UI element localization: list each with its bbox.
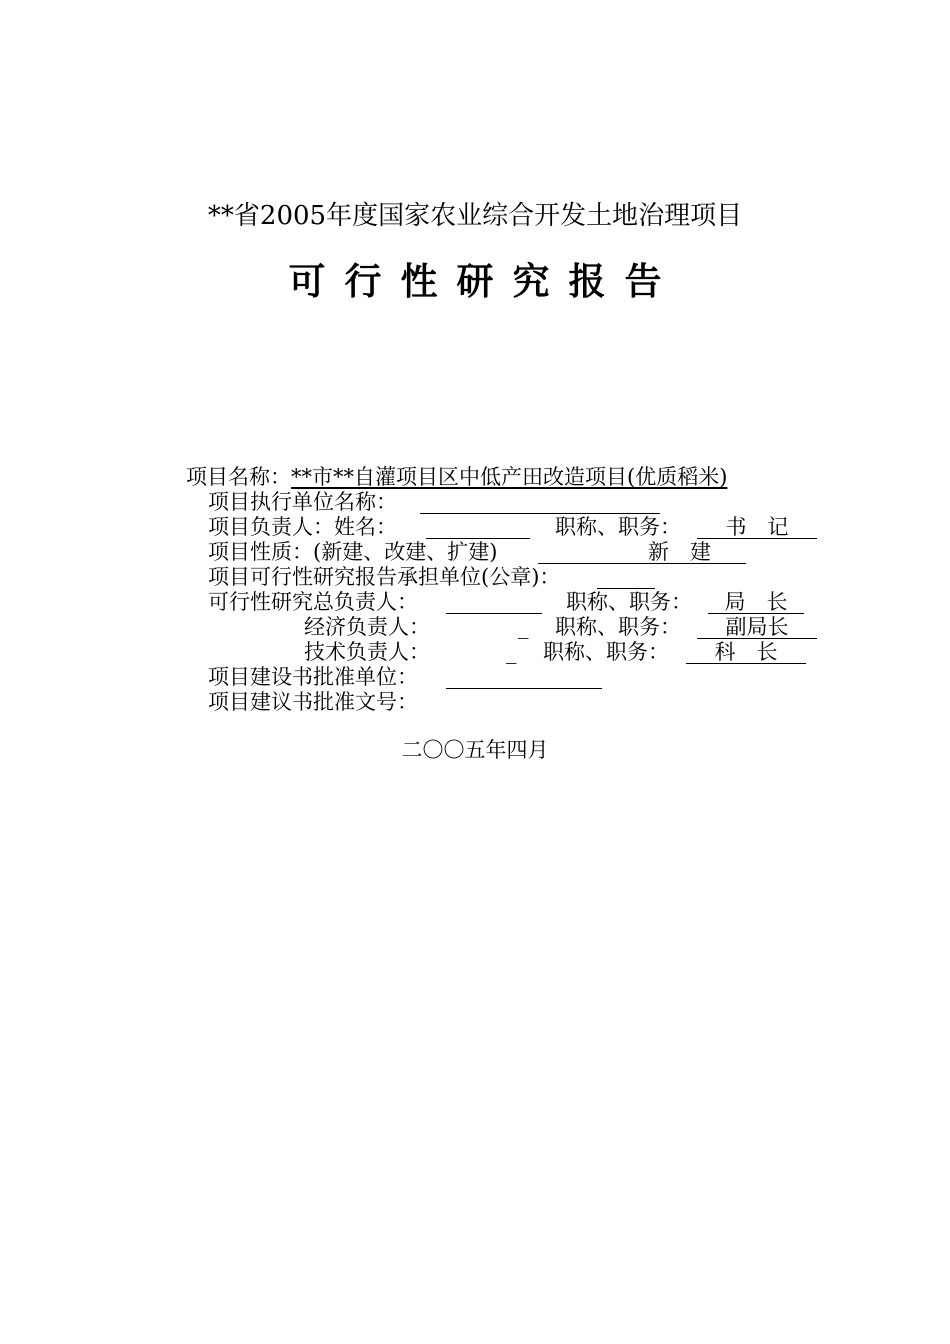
undertaker-blank — [597, 588, 655, 589]
approval-unit-blank — [446, 688, 602, 689]
econ-title-label: 职称、职务： — [555, 615, 681, 639]
chief-title-value: 局 长 — [724, 590, 788, 614]
project-name-value: **市**自灌项目区中低产田改造项目(优质稻米) — [291, 465, 728, 489]
chief-name-blank — [446, 613, 542, 614]
nature-value: 新 建 — [648, 540, 711, 564]
approval-unit-label: 项目建设书批准单位： — [208, 665, 418, 689]
undertaker-label: 项目可行性研究报告承担单位(公章)： — [208, 565, 561, 589]
report-date: 二〇〇五年四月 — [401, 738, 549, 762]
report-subtitle: **省2005年度国家农业综合开发土地治理项目 — [207, 201, 743, 231]
tech-mark: _ — [506, 640, 517, 664]
chief-title-label: 职称、职务： — [566, 590, 692, 614]
exec-unit-blank — [420, 513, 660, 514]
project-name-row — [186, 465, 727, 490]
report-title: 可行性研究报告 — [288, 259, 681, 303]
nature-label: 项目性质：(新建、改建、扩建) — [208, 540, 498, 564]
leader-name-blank — [426, 538, 530, 539]
econ-title-value: 副局长 — [725, 615, 789, 639]
econ-mark: _ — [518, 615, 529, 639]
leader-label: 项目负责人：姓名： — [208, 515, 397, 539]
leader-title-label: 职称、职务： — [555, 515, 681, 539]
chief-label: 可行性研究总负责人： — [208, 590, 418, 614]
econ-label: 经济负责人： — [304, 615, 430, 639]
tech-label: 技术负责人： — [304, 640, 430, 664]
nature-underline — [538, 563, 746, 564]
tech-title-value: 科 长 — [714, 640, 778, 664]
exec-unit-label: 项目执行单位名称： — [208, 490, 397, 514]
project-name-label: 项目名称： — [186, 465, 291, 489]
leader-title-value: 书 记 — [725, 515, 789, 539]
tech-title-label: 职称、职务： — [543, 640, 669, 664]
approval-no-label: 项目建议书批准文号： — [208, 690, 418, 714]
